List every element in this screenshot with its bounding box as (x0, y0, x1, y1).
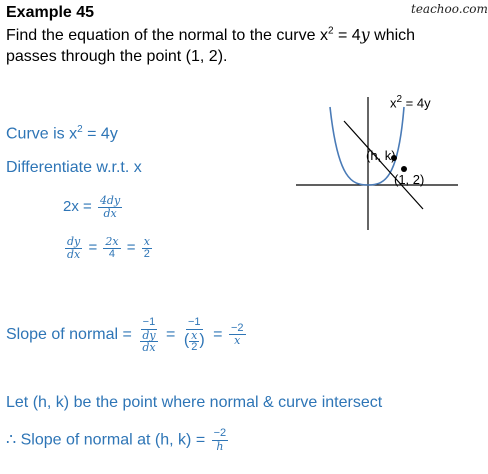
question-line-1: Find the equation of the normal to the curve $x^2 = 4y$ which (6, 25, 416, 44)
curve-statement: Curve is $x^2 = 4y$ (6, 124, 118, 143)
equation-1: 2x = $\frac{4dy}{dx}$ (63, 194, 121, 220)
example-heading: Example 45 (6, 4, 95, 21)
slope-at-hk-equation: ∴ Slope of normal at (h, k) = $\frac{-2}{h}$ (6, 427, 227, 453)
differentiate-text: Differentiate w.r.t. x (6, 159, 142, 176)
eq1-fraction: $\frac{4dy}{dx}$ (99, 194, 121, 220)
point-hk-label: (h, k) (366, 148, 396, 163)
let-statement: Let (h, k) be the point where normal & curve intersect (6, 394, 383, 411)
slope-of-normal-equation: Slope of normal = $\frac{-1}{\frac{dy}{dx}}$ = −1 ( $\frac{x}{2}$ ) = $\frac{-2}{x}$ (6, 316, 244, 354)
watermark-logo: teachoo.com (411, 2, 488, 16)
graph-figure (290, 92, 460, 232)
point-1-2-label: (1, 2) (394, 172, 425, 187)
normal-line (344, 121, 423, 209)
equation-2: $\frac{dy}{dx}$ = $\frac{2x}{4}$ = $\frac{x}{2}$ (67, 235, 150, 261)
question-line-2: passes through the point (1, 2). (6, 48, 228, 65)
curve-label: $x^2 = 4y$ (390, 94, 431, 111)
